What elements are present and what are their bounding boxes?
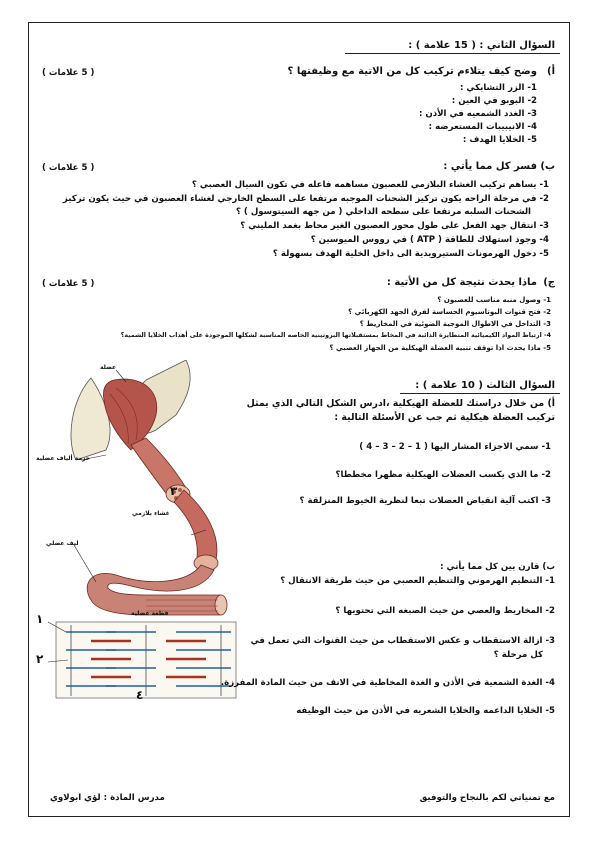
label-bundle: حزمة ألياف عضلية bbox=[36, 455, 91, 462]
q2a-item-1: 1- الزر التشابكي : bbox=[459, 83, 537, 93]
q3a-item-3: 3- اكتب آلية انقباض العضلات تبعا لنظرية الخيوط المنزلقة ؟ bbox=[299, 496, 551, 506]
q2c-item-3: 3- التداخل في الاطوال الموجية الضوئية في المخاريط ؟ bbox=[359, 320, 551, 328]
label-fiber: ليف عضلي bbox=[46, 540, 79, 547]
figure-number-2: ٢ bbox=[36, 652, 44, 666]
q2-heading: السؤال الثاني : ( 15 علامة ) : bbox=[408, 40, 555, 51]
q3b-item-1: 1- التنظيم الهرموني والتنظيم العصبي من حيث طريقة الانتقال ؟ bbox=[280, 576, 555, 586]
q2c-item-2: 2- فتح قنوات البوتاسيوم الحساسة لفرق الجهد الكهربائي ؟ bbox=[348, 308, 551, 316]
q3-heading-underline bbox=[400, 393, 560, 394]
q2b-title: فسر كل مما يأتي : bbox=[443, 161, 537, 172]
q2b-item-1: 1- يساهم تركيب الغشاء البلازمي للعصبون مساهمه فاعله في تكون السيال العصبي ؟ bbox=[191, 180, 549, 190]
q3b-item-5: 5- الخلايا الداعمه والخلايا الشعريه في الأذن من حيث الوظيفه bbox=[296, 706, 555, 716]
q3b-item-3-cont: كل مرحلة ؟ bbox=[493, 650, 543, 660]
q2b-item-2: 2- في مرحلة الراحه يكون تركيز الشحنات الموجبه مرتفعا على السطح الخارجي لغشاء العصبون في حيث يكون تركيز bbox=[62, 194, 549, 204]
q2a-item-4: 4- الانيبيبات المستعرضه : bbox=[428, 122, 537, 132]
q2c-prefix: ج) bbox=[543, 277, 555, 288]
q2-heading-underline bbox=[345, 53, 560, 54]
label-muscle: عضلة bbox=[100, 364, 117, 371]
muscle-diagram bbox=[36, 360, 254, 702]
q3b-title: ب) قارن بين كل مما يأتي : bbox=[440, 562, 555, 572]
q2c-item-1: 1- وصول منبه مناسب للعصبون ؟ bbox=[437, 296, 551, 304]
q3b-item-3: 3- ازالة الاستقطاب و عكس الاستقطاب من حيث القنوات التي تعمل في bbox=[250, 636, 555, 646]
q3a-item-1: 1- سمي الاجزاء المشار اليها ( 1 – 2 – 3 – 4 ) bbox=[359, 442, 551, 452]
q3a-item-2: 2- ما الذي يكسب العضلات الهيكلية مظهرا مخططا؟ bbox=[335, 470, 551, 480]
q3-heading: السؤال الثالث ( 10 علامة ) : bbox=[415, 380, 555, 391]
q2a-item-3: 3- الغدد الشمعيه في الأذن : bbox=[418, 109, 537, 119]
q2c-title: ماذا يحدث نتيجة كل من الأتية : bbox=[386, 277, 537, 288]
figure-number-3: ٣ bbox=[170, 484, 178, 498]
q2a-prefix: أ) bbox=[547, 66, 555, 77]
q2b-item-5: 5- دخول الهرمونات الستيرويدية الى داخل الخلية الهدف بسهولة ؟ bbox=[272, 249, 549, 259]
q2b-item-2-cont: الشحنات السلبه مرتفعا على سطحه الداخلي ( من جهه السيتوسول ) ؟ bbox=[235, 207, 531, 217]
q2c-marks: ( 5 علامات ) bbox=[42, 279, 95, 289]
q2a-item-5: 5- الخلايا الهدف : bbox=[462, 135, 537, 145]
q2c-item-4: 4- ارتباط المواد الكيميائية المتطايرة الذائبة في المخاط بمستقبلاتها البروتينية الخاصه المناسبة لشكلها الموجودة على أهداب الخلايا الشمية؟ bbox=[120, 332, 551, 339]
q2b-prefix: ب) bbox=[540, 161, 555, 172]
label-membrane: غشاء بلازمي bbox=[132, 510, 170, 517]
q2a-marks: ( 5 علامات ) bbox=[42, 68, 95, 78]
q3a-intro-1: أ) من خلال دراستك للعضلة الهيكلية ،ادرس الشكل التالي الذي يمثل bbox=[246, 398, 555, 409]
q2b-marks: ( 5 علامات ) bbox=[42, 163, 95, 173]
q2a-item-2: 2- البوبو في العين : bbox=[451, 96, 537, 106]
q2b-item-4: 4- وجود استهلاك للطاقة ( ATP ) في رووس الميوسين ؟ bbox=[310, 235, 549, 245]
label-myofibril: قطعة عضلية bbox=[131, 610, 169, 617]
footer-wish: مع تمنياتي لكم بالنجاح والتوفيق bbox=[419, 793, 555, 803]
footer-teacher: مدرس المادة : لؤي ابولاوي bbox=[50, 793, 165, 803]
q3a-intro-2: تركيب العضلة هيكلية ثم جب عن الأسئلة التالية : bbox=[334, 412, 555, 423]
q2c-item-5: 5- ماذا يحدث اذا توقف تنبيه العضلة الهيكلية من الجهاز العصبي ؟ bbox=[329, 344, 551, 352]
figure-number-1: ١ bbox=[36, 612, 44, 626]
q2a-title: وضح كيف يتلاءم تركيب كل من الاتية مع وظيفتها ؟ bbox=[287, 66, 537, 77]
q3b-item-2: 2- المخاريط والعصي من حيث الصبغه التي تحتويها ؟ bbox=[335, 606, 555, 616]
figure-number-4: ٤ bbox=[136, 688, 144, 702]
q2b-item-3: 3- انتقال جهد الفعل على طول محور العصبون الغير محاط بغمد المليني ؟ bbox=[240, 221, 549, 231]
q3b-item-4: 4- الغدة الشمعية في الأذن و الغدة المخاطية في الانف من حيث المادة المفرزة. bbox=[220, 678, 555, 688]
skeletal-muscle-figure bbox=[36, 360, 254, 702]
